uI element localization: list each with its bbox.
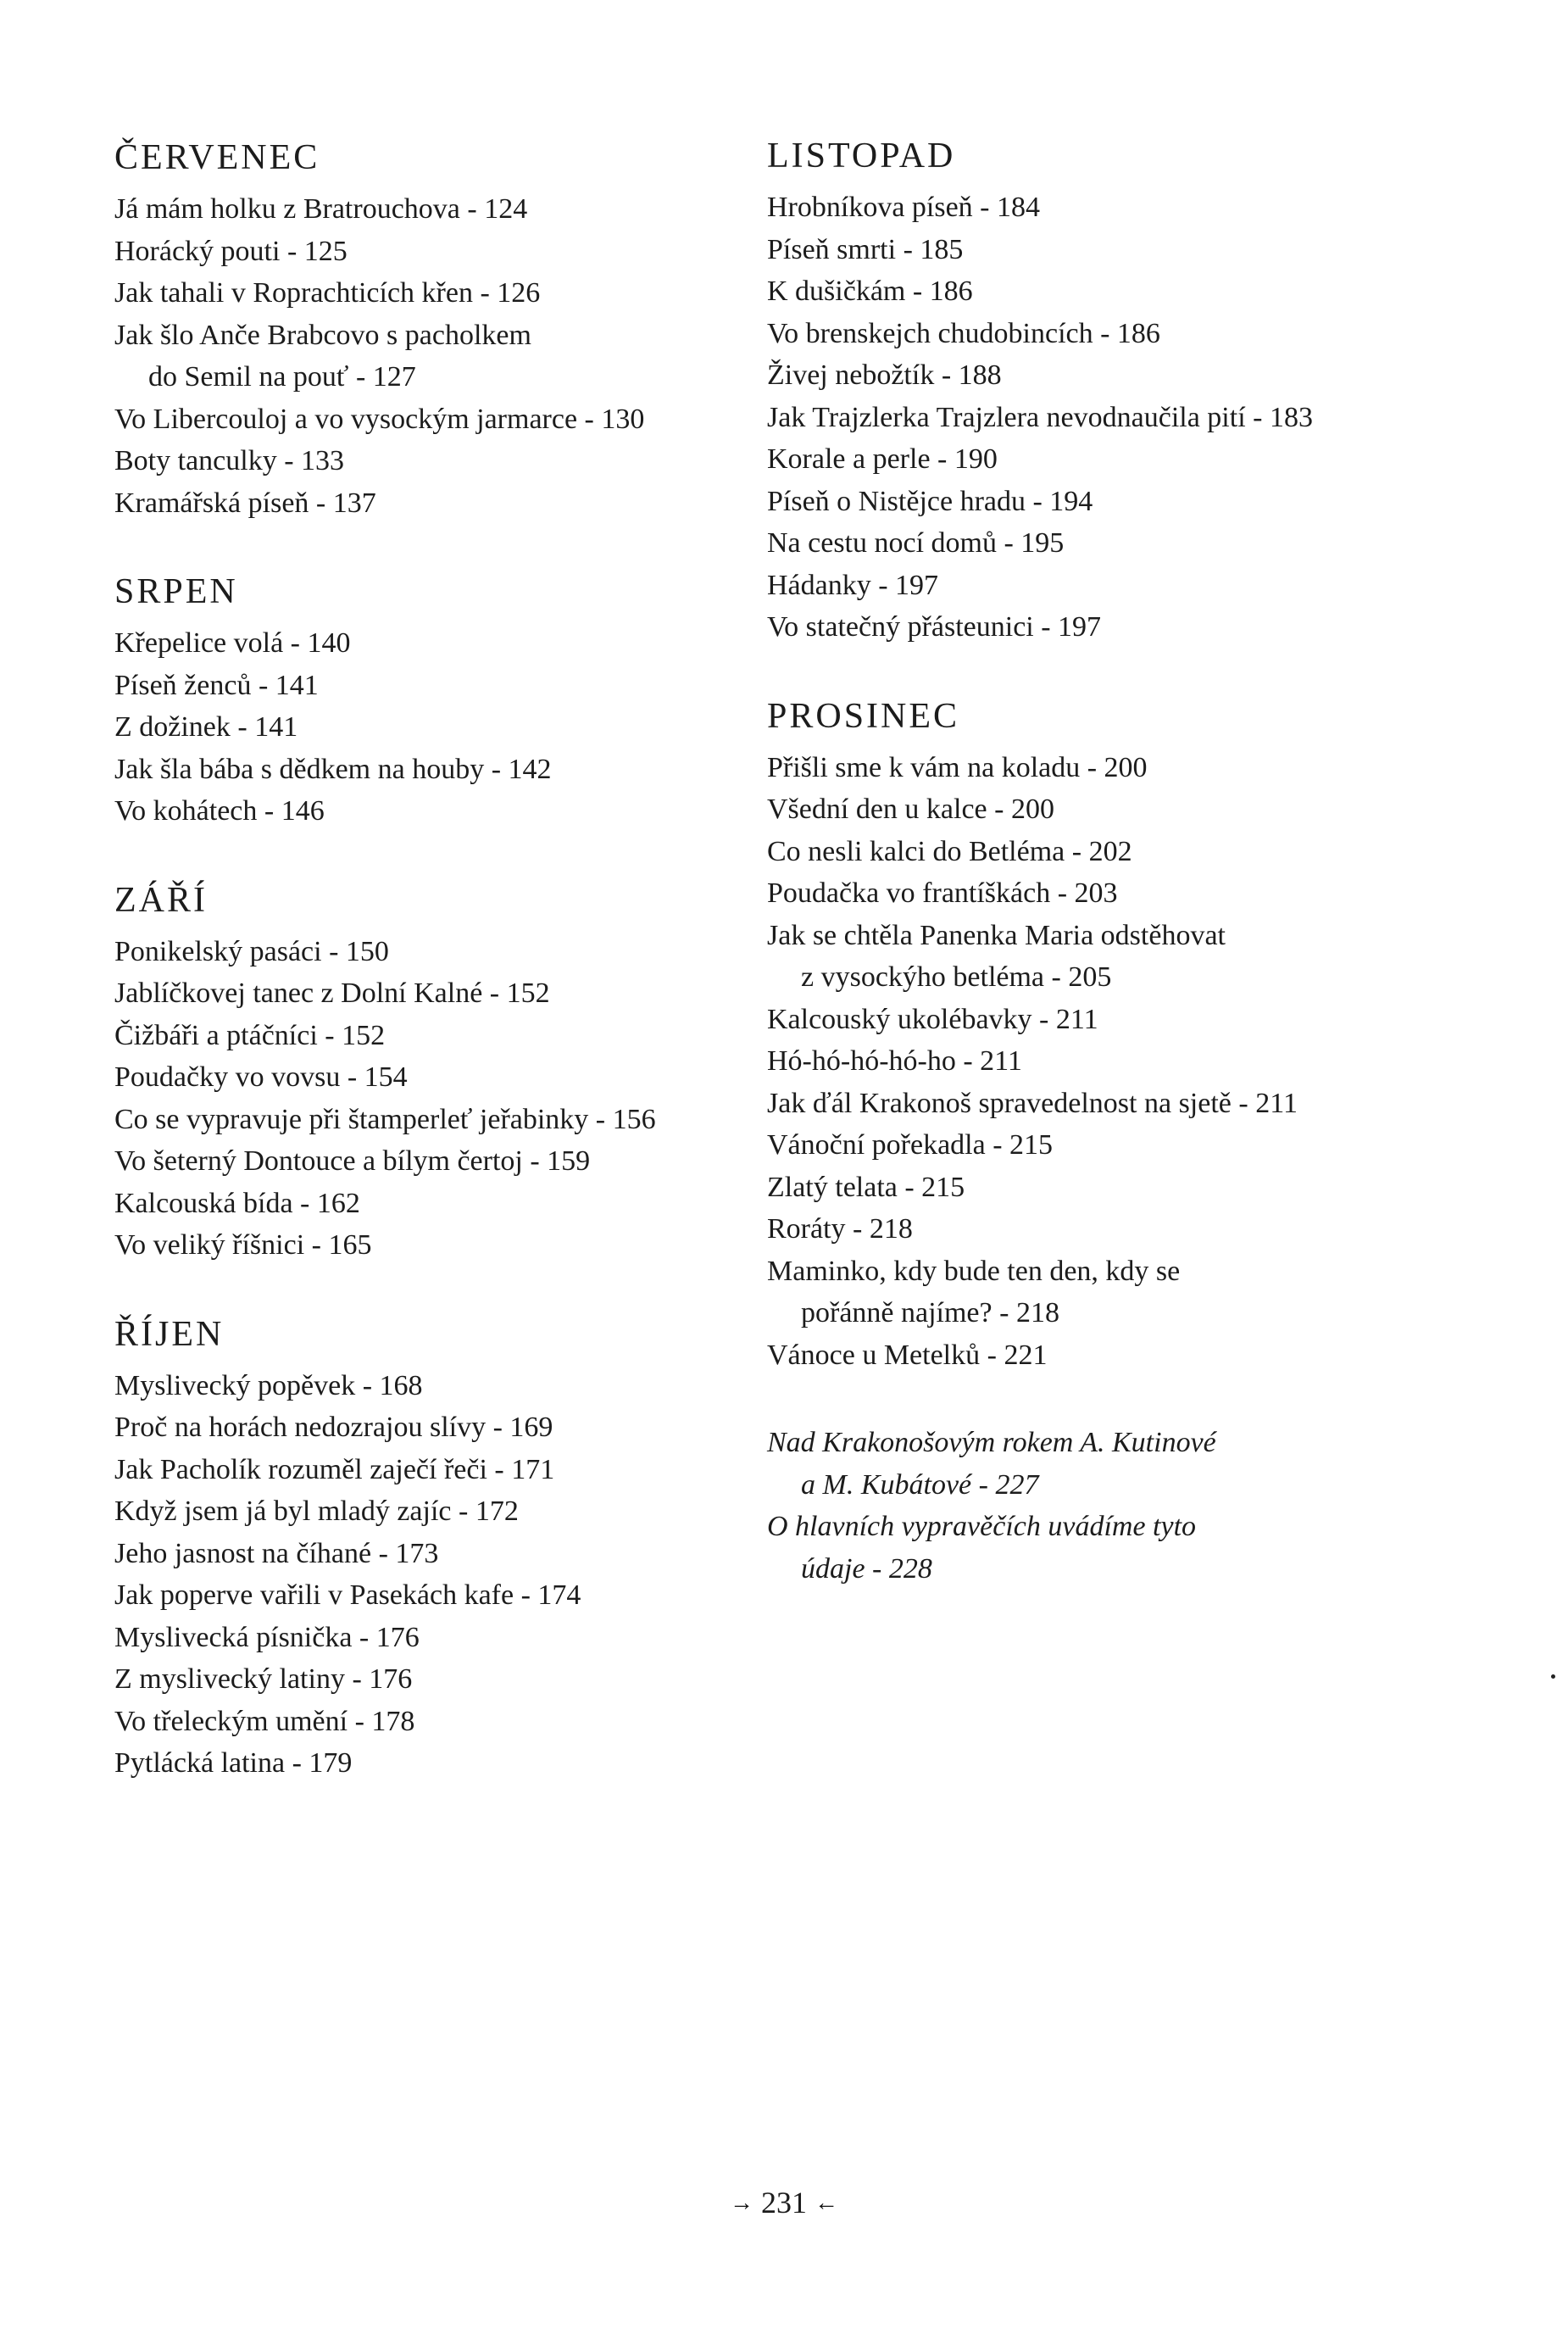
toc-entry-text: Pytlácká latina - 179 bbox=[114, 1747, 353, 1779]
toc-entry-text: Zlatý telata - 215 bbox=[767, 1171, 965, 1203]
toc-entry bbox=[114, 622, 759, 665]
toc-entry-text: Jeho jasnost na číhané - 173 bbox=[114, 1537, 439, 1569]
toc-entry-text: Z myslivecký latiny - 176 bbox=[114, 1663, 413, 1695]
toc-entry bbox=[767, 788, 1530, 831]
toc-section bbox=[767, 134, 1530, 649]
toc-entry-text: Jablíčkovej tanec z Dolní Kalné - 152 bbox=[114, 978, 550, 1009]
toc-entry-text: Vo Libercouloj a vo vysockým jarmarce - 130 bbox=[114, 403, 645, 435]
toc-entry bbox=[114, 1406, 759, 1449]
toc-entry-text: Kalcouský ukolébavky - 211 bbox=[767, 1003, 1098, 1035]
toc-entry-text: Já mám holku z Bratrouchova - 124 bbox=[114, 193, 528, 225]
toc-entry bbox=[767, 1040, 1530, 1083]
toc-entry bbox=[767, 999, 1530, 1041]
toc-entry-text: Hó-hó-hó-hó-ho - 211 bbox=[767, 1045, 1022, 1077]
left-column bbox=[114, 136, 759, 1830]
month-heading: ŘÍJEN bbox=[114, 1314, 225, 1354]
toc-section bbox=[114, 136, 759, 524]
month-heading: SRPEN bbox=[114, 572, 238, 611]
toc-entry bbox=[114, 231, 759, 273]
toc-entry bbox=[114, 1056, 759, 1099]
toc-entry-continuation: a M. Kubátové - 227 bbox=[801, 1468, 1039, 1501]
toc-entry-text: Co se vypravuje při štamperleť jeřabinky - 156 bbox=[114, 1103, 656, 1135]
toc-entry bbox=[767, 872, 1530, 915]
month-heading: LISTOPAD bbox=[767, 136, 956, 175]
toc-entry-text: Poudačky vo vovsu - 154 bbox=[114, 1061, 408, 1093]
toc-entry-text: Vánoční pořekadla - 215 bbox=[767, 1129, 1054, 1161]
toc-entry-text: Vo třeleckým umění - 178 bbox=[114, 1705, 415, 1737]
right-sections bbox=[767, 134, 1530, 1376]
right-column bbox=[767, 136, 1530, 1590]
toc-entry-text: Poudačka vo frantíškách - 203 bbox=[767, 877, 1118, 909]
toc-entry-continuation: údaje - 228 bbox=[801, 1552, 932, 1585]
toc-entry bbox=[114, 665, 759, 707]
toc-entry-text: Hádanky - 197 bbox=[767, 569, 939, 601]
appendix-entries bbox=[767, 1422, 1530, 1590]
toc-entry bbox=[767, 270, 1530, 313]
toc-entry bbox=[767, 1334, 1530, 1377]
toc-entry-text: Vo šeterný Dontouce a bílym čertoj - 159 bbox=[114, 1145, 591, 1177]
toc-entry-text: Myslivecký popěvek - 168 bbox=[114, 1369, 423, 1401]
toc-entry bbox=[114, 482, 759, 525]
toc-entry bbox=[114, 749, 759, 791]
toc-entry bbox=[767, 1506, 1530, 1590]
toc-entry bbox=[114, 931, 759, 973]
toc-entry bbox=[114, 1224, 759, 1267]
toc-entry bbox=[114, 1742, 759, 1785]
toc-entry bbox=[767, 354, 1530, 397]
toc-entry bbox=[114, 1701, 759, 1743]
toc-entry-text: Co nesli kalci do Betléma - 202 bbox=[767, 835, 1132, 867]
toc-entry bbox=[114, 1099, 759, 1141]
page-number-footer bbox=[0, 2184, 1568, 2222]
toc-entry-text: Živej nebožtík - 188 bbox=[767, 359, 1002, 391]
toc-entry bbox=[767, 1250, 1530, 1334]
toc-entry bbox=[114, 315, 759, 398]
toc-entry-text: Vo statečný přásteunici - 197 bbox=[767, 611, 1102, 643]
toc-entry bbox=[114, 440, 759, 482]
toc-entry-text: Křepelice volá - 140 bbox=[114, 627, 351, 659]
toc-entry bbox=[767, 1167, 1530, 1209]
toc-entry-text: Kalcouská bída - 162 bbox=[114, 1187, 360, 1219]
toc-entry-text: Jak Trajzlerka Trajzlera nevodnaučila pití - 183 bbox=[767, 401, 1313, 433]
month-heading: ZÁŘÍ bbox=[114, 880, 208, 920]
toc-entry-text: Hrobníkova píseň - 184 bbox=[767, 192, 1041, 223]
toc-entry bbox=[767, 397, 1530, 439]
toc-entry bbox=[114, 1490, 759, 1533]
toc-entry-text: Ponikelský pasáci - 150 bbox=[114, 935, 389, 967]
toc-section bbox=[114, 570, 759, 833]
toc-entry bbox=[767, 481, 1530, 523]
month-heading: ČERVENEC bbox=[114, 138, 320, 177]
toc-entry-text: Jak Pacholík rozuměl zaječí řeči - 171 bbox=[114, 1453, 555, 1485]
toc-entry-text: Roráty - 218 bbox=[767, 1213, 913, 1245]
toc-entry bbox=[114, 1658, 759, 1701]
toc-entry bbox=[114, 1617, 759, 1659]
toc-entry-text: Čižbáři a ptáčníci - 152 bbox=[114, 1019, 386, 1051]
toc-entry-text: Korale a perle - 190 bbox=[767, 443, 998, 475]
toc-entry bbox=[767, 831, 1530, 873]
toc-entry-text: Nad Krakonošovým rokem A. Kutinové bbox=[767, 1427, 1216, 1458]
toc-entry bbox=[767, 565, 1530, 607]
toc-entry bbox=[114, 790, 759, 833]
toc-entry bbox=[767, 187, 1530, 229]
month-heading: PROSINEC bbox=[767, 696, 960, 736]
toc-entry bbox=[767, 606, 1530, 649]
toc-section bbox=[114, 878, 759, 1267]
toc-entry bbox=[767, 1208, 1530, 1250]
toc-entry-text: Z dožinek - 141 bbox=[114, 711, 298, 743]
toc-entry-text: Horácký pouti - 125 bbox=[114, 235, 348, 267]
toc-entry bbox=[767, 313, 1530, 355]
toc-entry bbox=[114, 1365, 759, 1407]
toc-entry-text: Vo kohátech - 146 bbox=[114, 795, 325, 827]
toc-entry-text: Proč na horách nedozrajou slívy - 169 bbox=[114, 1412, 553, 1443]
toc-entry-text: Vo veliký říšnici - 165 bbox=[114, 1229, 372, 1261]
toc-entry-text: Maminko, kdy bude ten den, kdy se bbox=[767, 1255, 1181, 1287]
toc-entry-text: Píseň smrti - 185 bbox=[767, 233, 964, 265]
page-number: 231 bbox=[761, 2186, 807, 2220]
toc-section bbox=[767, 694, 1530, 1377]
toc-entry-text: Jak šlo Anče Brabcovo s pacholkem bbox=[114, 319, 531, 351]
toc-entry-text: Jak tahali v Roprachticích křen - 126 bbox=[114, 277, 541, 309]
toc-entry-text: Vo brenskejch chudobincích - 186 bbox=[767, 317, 1160, 349]
toc-entry-text: Kramářská píseň - 137 bbox=[114, 487, 376, 519]
toc-entry-text: Jak šla bába s dědkem na houby - 142 bbox=[114, 753, 552, 785]
toc-entry bbox=[767, 522, 1530, 565]
toc-entry-text: Přišli sme k vám na koladu - 200 bbox=[767, 751, 1148, 783]
toc-entry bbox=[114, 272, 759, 315]
toc-entry-text: Na cestu nocí domů - 195 bbox=[767, 527, 1065, 559]
toc-entry bbox=[114, 1140, 759, 1183]
toc-entry-text: O hlavních vypravěčích uvádíme tyto bbox=[767, 1511, 1197, 1542]
toc-entry bbox=[114, 1015, 759, 1057]
toc-entry bbox=[767, 1083, 1530, 1125]
toc-entry bbox=[767, 229, 1530, 271]
toc-entry bbox=[767, 747, 1530, 789]
toc-entry-text: Jak poperve vařili v Pasekách kafe - 174 bbox=[114, 1579, 581, 1611]
toc-entry-continuation: pořánně najíme? - 218 bbox=[801, 1297, 1059, 1328]
toc-section bbox=[114, 1312, 759, 1785]
toc-entry-text: Boty tanculky - 133 bbox=[114, 445, 345, 476]
arrow-right-icon: → bbox=[730, 2190, 753, 2216]
toc-entry bbox=[114, 1449, 759, 1491]
toc-entry bbox=[114, 188, 759, 231]
toc-entry bbox=[767, 438, 1530, 481]
toc-entry-text: Jak se chtěla Panenka Maria odstěhovat bbox=[767, 919, 1226, 951]
toc-entry-text: K dušičkám - 186 bbox=[767, 276, 973, 307]
toc-entry bbox=[114, 1574, 759, 1617]
scan-speck bbox=[1551, 1674, 1555, 1679]
toc-entry-text: Jak ďál Krakonoš spravedelnost na sjetě - 211 bbox=[767, 1087, 1298, 1119]
toc-entry bbox=[114, 972, 759, 1015]
toc-entry-text: Vánoce u Metelků - 221 bbox=[767, 1339, 1048, 1371]
toc-entry-continuation: z vysockýho betléma - 205 bbox=[801, 961, 1112, 993]
toc-entry bbox=[114, 706, 759, 749]
arrow-left-icon: ← bbox=[815, 2190, 838, 2216]
toc-entry bbox=[767, 1124, 1530, 1167]
toc-entry bbox=[767, 915, 1530, 999]
toc-entry-text: Všední den u kalce - 200 bbox=[767, 794, 1054, 825]
toc-entry bbox=[114, 1533, 759, 1575]
toc-entry bbox=[114, 1183, 759, 1225]
toc-entry-text: Píseň ženců - 141 bbox=[114, 669, 319, 701]
toc-entry-text: Píseň o Nistějce hradu - 194 bbox=[767, 485, 1093, 517]
toc-entry bbox=[767, 1422, 1530, 1506]
toc-entry bbox=[114, 398, 759, 441]
toc-entry-continuation: do Semil na pouť - 127 bbox=[148, 361, 416, 393]
toc-entry-text: Když jsem já byl mladý zajíc - 172 bbox=[114, 1496, 519, 1527]
toc-entry-text: Myslivecká písnička - 176 bbox=[114, 1621, 420, 1653]
